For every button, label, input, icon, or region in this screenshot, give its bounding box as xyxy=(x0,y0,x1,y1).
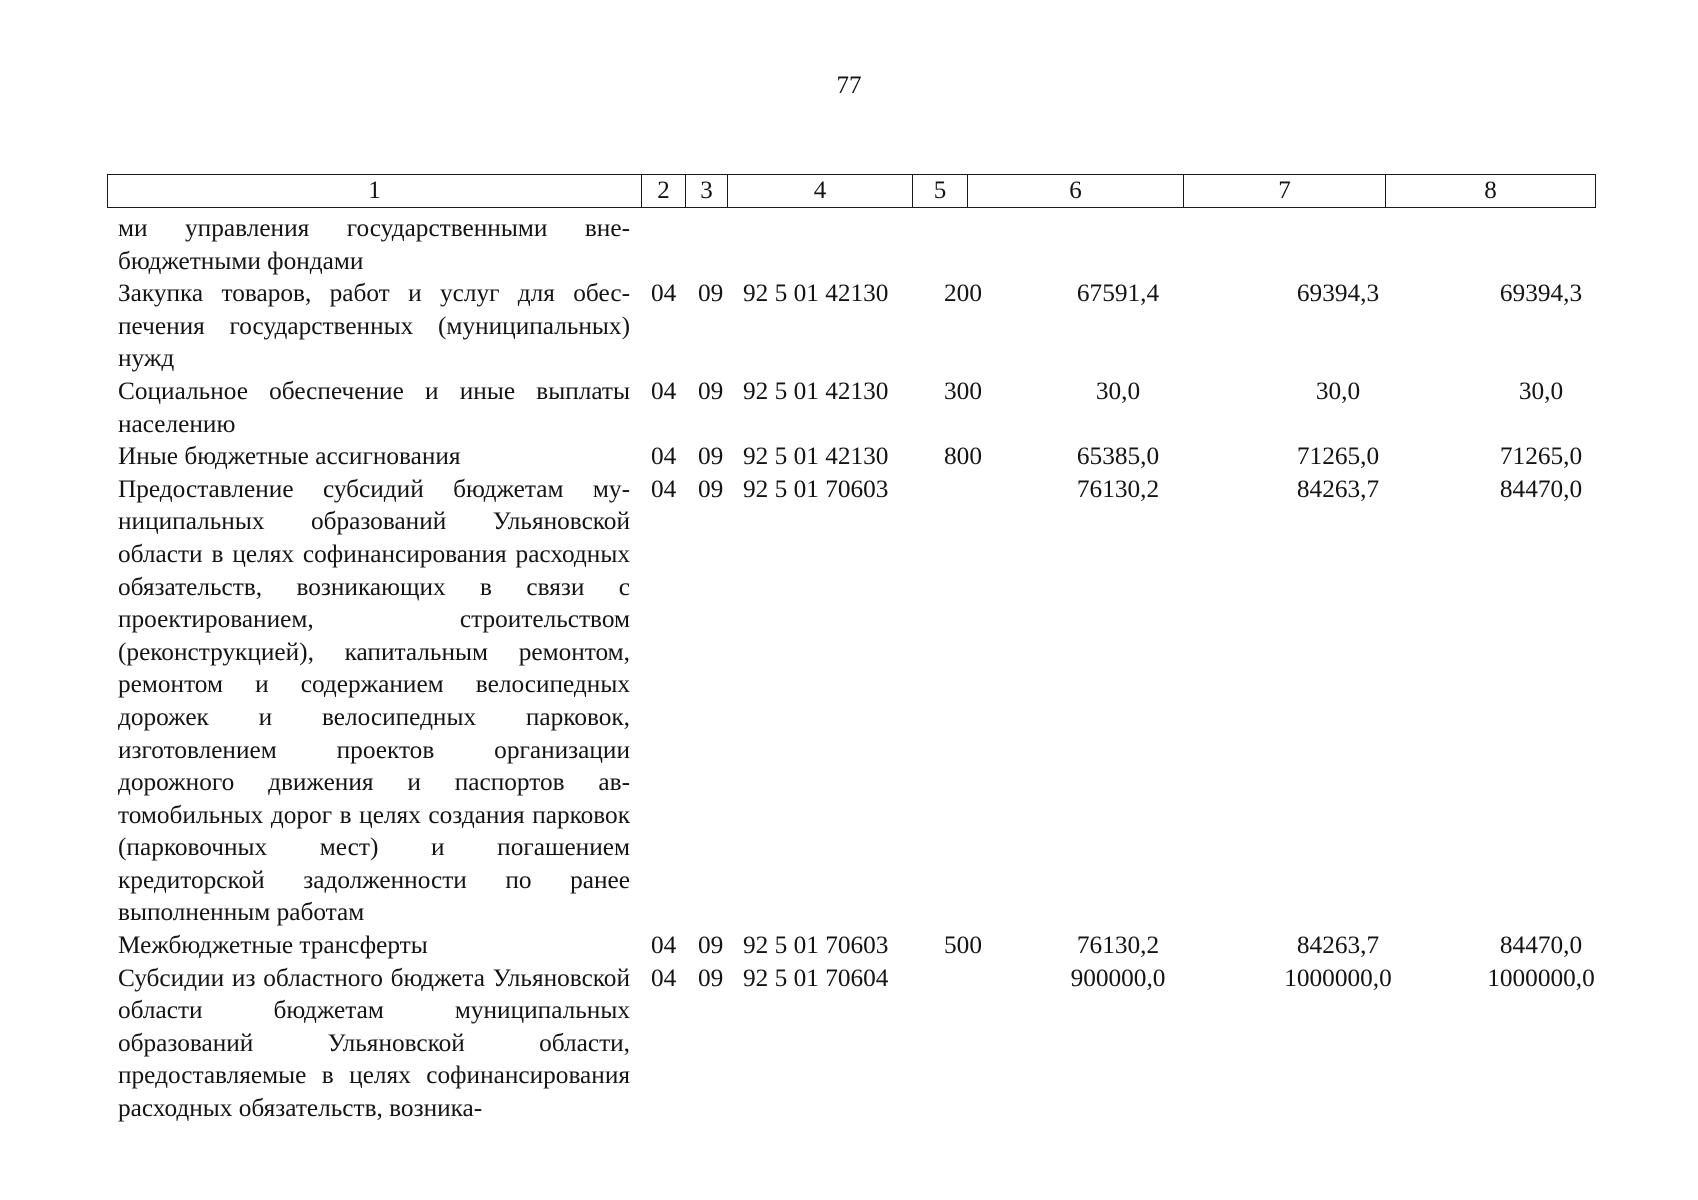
amount-col-8: 1000000,0 xyxy=(1487,963,1595,992)
amount-col-8: 30,0 xyxy=(1518,376,1564,405)
subsection-code: 09 xyxy=(698,279,724,308)
section-code: 04 xyxy=(651,279,677,308)
table-row xyxy=(118,962,1598,1125)
subsection-code: 09 xyxy=(698,931,724,960)
row-description: Закупка товаров, работ и услуг для обеспечения государственных (муниципальных) нужд xyxy=(118,279,630,373)
amount-col-7: 30,0 xyxy=(1315,376,1361,405)
expense-type-code: 300 xyxy=(944,376,982,405)
column-header-row xyxy=(107,174,1596,208)
page-number: 77 xyxy=(836,72,862,99)
amount-col-7: 84263,7 xyxy=(1296,931,1380,960)
target-article-code: 92 5 01 42130 xyxy=(743,279,889,308)
table-body xyxy=(118,212,1598,1125)
expense-type-code: 800 xyxy=(944,442,982,471)
section-code: 04 xyxy=(651,474,677,503)
column-header-1: 1 xyxy=(108,175,642,208)
target-article-code: 92 5 01 42130 xyxy=(743,442,889,471)
column-header-5: 5 xyxy=(913,175,968,208)
section-code: 04 xyxy=(651,442,677,471)
section-code: 04 xyxy=(651,376,677,405)
row-description: Иные бюджетные ассигнования xyxy=(118,442,461,471)
amount-col-7: 84263,7 xyxy=(1296,474,1380,503)
target-article-code: 92 5 01 70604 xyxy=(743,963,889,992)
row-description: Субсидии из областного бюджета Ульяновской области бюджетам муниципальных образований Ульяновской области, предоставляемые в целях софинансирования расходных обязательств, возника- xyxy=(118,963,630,1123)
column-header-3: 3 xyxy=(686,175,728,208)
subsection-code: 09 xyxy=(698,963,724,992)
amount-col-8: 71265,0 xyxy=(1499,442,1583,471)
table-row xyxy=(118,212,1598,277)
column-header-2: 2 xyxy=(642,175,686,208)
amount-col-8: 69394,3 xyxy=(1499,279,1583,308)
amount-col-7: 71265,0 xyxy=(1296,442,1380,471)
section-code: 04 xyxy=(651,963,677,992)
table-row xyxy=(118,375,1598,440)
amount-col-6: 65385,0 xyxy=(1076,442,1160,471)
subsection-code: 09 xyxy=(698,474,724,503)
row-description: ми управления государственными внебюджетными фондами xyxy=(118,214,630,275)
column-header-7: 7 xyxy=(1184,175,1386,208)
expense-type-code: 500 xyxy=(944,931,982,960)
amount-col-6: 76130,2 xyxy=(1076,474,1160,503)
table-row xyxy=(118,440,1598,473)
amount-col-7: 69394,3 xyxy=(1296,279,1380,308)
amount-col-8: 84470,0 xyxy=(1499,474,1583,503)
amount-col-6: 76130,2 xyxy=(1076,931,1160,960)
amount-col-6: 900000,0 xyxy=(1070,963,1166,992)
subsection-code: 09 xyxy=(698,442,724,471)
amount-col-6: 67591,4 xyxy=(1076,279,1160,308)
amount-col-8: 84470,0 xyxy=(1499,931,1583,960)
section-code: 04 xyxy=(651,931,677,960)
table-row xyxy=(118,473,1598,929)
subsection-code: 09 xyxy=(698,376,724,405)
row-description: Социальное обеспечение и иные выплаты населению xyxy=(118,376,630,438)
table-row xyxy=(118,929,1598,962)
column-header-6: 6 xyxy=(968,175,1184,208)
column-header-8: 8 xyxy=(1386,175,1596,208)
row-description: Межбюджетные трансферты xyxy=(118,931,428,960)
amount-col-6: 30,0 xyxy=(1095,376,1141,405)
amount-col-7: 1000000,0 xyxy=(1284,963,1392,992)
target-article-code: 92 5 01 70603 xyxy=(743,931,889,960)
column-header-4: 4 xyxy=(728,175,913,208)
table-row xyxy=(118,277,1598,375)
expense-type-code: 200 xyxy=(944,279,982,308)
target-article-code: 92 5 01 42130 xyxy=(743,376,889,405)
target-article-code: 92 5 01 70603 xyxy=(743,474,889,503)
row-description: Предоставление субсидий бюджетам муниципальных образований Ульяновской области в целях софинансирования расходных обязательств, возникающих в связи с проектированием, строительством (реконструкцией), капитальным ремонтом, ремонтом и содержанием велосипедных дорожек и велосипедных парковок, изготовлением проектов организации дорожного движения и паспортов автомобильных дорог в целях создания парковок (парковочных мест) и погашением кредиторской задолженности по ранее выполненным работам xyxy=(118,474,630,927)
